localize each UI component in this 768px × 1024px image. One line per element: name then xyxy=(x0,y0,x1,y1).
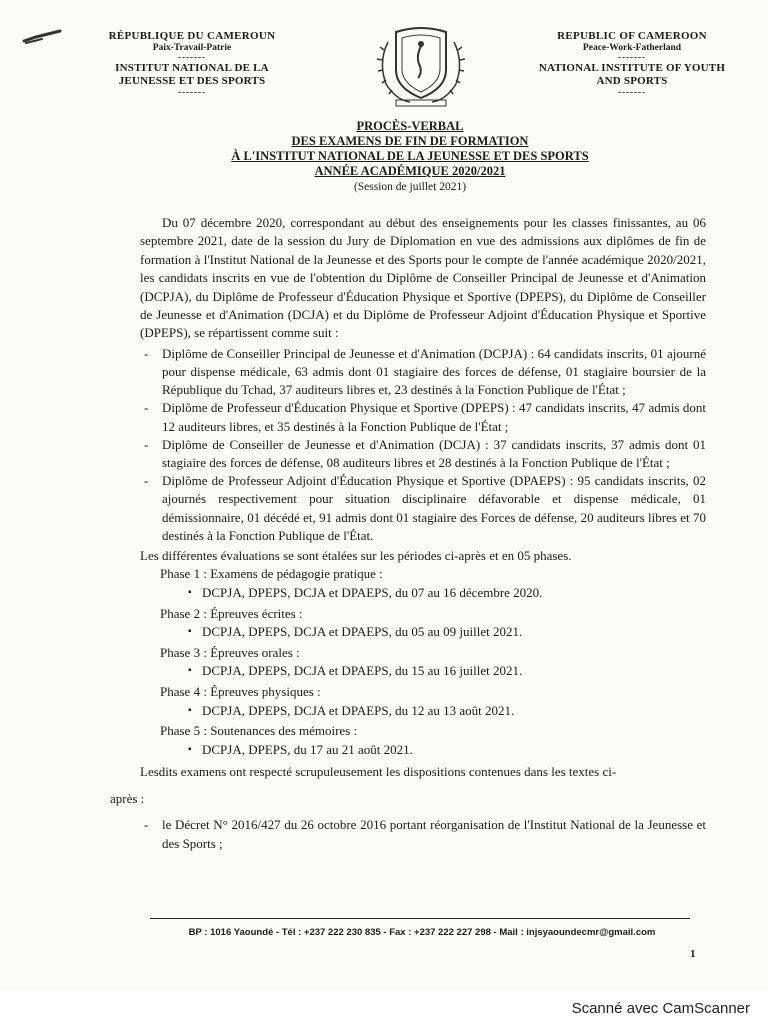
diploma-list xyxy=(140,345,706,545)
institute-crest-logo xyxy=(366,22,476,108)
phase-4-detail: ▪ DCPJA, DPEPS, DCJA et DPAEPS, du 12 au 13 août 2021. xyxy=(188,702,706,721)
title-line-4: ANNÉE ACADÉMIQUE 2020/2021 xyxy=(314,164,506,178)
lesdits-paragraph: Lesdits examens ont respecté scrupuleusement les dispositions contenues dans les textes ci- xyxy=(140,764,617,780)
diploma-item-dcpja: - Diplôme de Conseiller Principal de Jeunesse et d'Animation (DCPJA) : 64 candidats inscrits, 01 ajourné pour dispense médicale, 63 admis dont 01 stagiaire des forces de défense, 01 stagiaire boursier de la République du Tchad, 37 auditeurs libres et, 23 destinés à la Fonction Publique de l'État ; xyxy=(140,345,706,400)
header-right-english xyxy=(527,30,737,97)
motto-fr: Paix-Travail-Patrie xyxy=(152,43,232,53)
country-name-en: REPUBLIC OF CAMEROON xyxy=(557,30,707,42)
country-name-fr: RÉPUBLIQUE DU CAMEROUN xyxy=(108,30,276,42)
diploma-item-dpaeps: - Diplôme de Professeur Adjoint d'Éducation Physique et Sportive (DPAEPS) : 95 candidats inscrits, 02 ajournés respectivement pour situation disciplinaire défavorable et dispense médicale, 01 démissionnaire, 01 décédé et, 91 admis dont 01 stagiaire des Forces de défense, 20 auditeurs libres et 70 destinés à la Fonction Publique de l'État. xyxy=(140,472,706,545)
phase-5-label: Phase 5 : Soutenances des mémoires : xyxy=(160,723,358,739)
phase-3-label: Phase 3 : Épreuves orales : xyxy=(160,644,300,660)
separator: ------- xyxy=(618,87,646,97)
apres-label: après : xyxy=(110,790,145,806)
page-number: 1 xyxy=(690,948,696,960)
separator: ------- xyxy=(618,52,646,62)
diploma-item-dpeps: - Diplôme de Professeur d'Éducation Physique et Sportive (DPEPS) : 47 candidats inscrits, 47 admis dont 12 auditeurs libres, et 35 destinés à la Fonction Publique de l'État ; xyxy=(140,399,706,435)
title-line-2: DES EXAMENS DE FIN DE FORMATION xyxy=(291,134,529,148)
phase-5-detail: ▪ DCPJA, DPEPS, du 17 au 21 août 2021. xyxy=(188,741,706,760)
phase-1-detail: ▪ DCPJA, DPEPS, DCJA et DPAEPS, du 07 au 16 décembre 2020. xyxy=(188,584,706,603)
header-left-french xyxy=(92,30,292,97)
title-line-1: PROCÈS-VERBAL xyxy=(356,119,464,133)
institution-fr-line1: INSTITUT NATIONAL DE LA xyxy=(115,62,269,74)
separator: ------- xyxy=(178,52,206,62)
camscanner-watermark: Scanné avec CamScanner xyxy=(571,1000,750,1017)
motto-en: Peace-Work-Fatherland xyxy=(582,43,682,53)
pen-stroke-mark xyxy=(22,28,62,44)
evaluations-intro: Les différentes évaluations se sont étalées sur les périodes ci-après et en 05 phases. xyxy=(140,548,572,564)
phase-1-label: Phase 1 : Examens de pédagogie pratique : xyxy=(160,566,383,582)
footer-contact: BP : 1016 Yaoundé - Tél : +237 222 230 835 - Fax : +237 222 227 298 - Mail : injsyaoundecmr@gmail.com xyxy=(188,927,656,938)
decret-reference: - le Décret N° 2016/427 du 26 octobre 2016 portant réorganisation de l'Institut National de la Jeunesse et des Sports ; xyxy=(140,816,706,853)
institution-fr-line2: JEUNESSE ET DES SPORTS xyxy=(118,75,266,87)
institution-en-line1: NATIONAL INSTITUTE OF YOUTH xyxy=(538,62,726,74)
phase-4-label: Phase 4 : Épreuves physiques : xyxy=(160,684,321,700)
footer-divider xyxy=(150,918,690,919)
intro-paragraph: Du 07 décembre 2020, correspondant au début des enseignements pour les classes finissantes, au 06 septembre 2021, date de la session du Jury de Diplomation en vue des admissions aux diplômes de fin de formation à l'Institut National de la Jeunesse et des Sports pour le compte de l'année académique 2020/2021, les candidats inscrits en vue de l'obtention du Diplôme de Conseiller Principal de Jeunesse et d'Animation (DCPJA), du Diplôme de Professeur d'Éducation Physique et Sportive (DPEPS), du Diplôme de Conseiller de Jeunesse et d'Animation (DCJA) et du Diplôme de Professeur Adjoint d'Éducation Physique et Sportive (DPEPS), se répartissent comme suit : xyxy=(140,215,706,341)
document-body xyxy=(110,214,706,853)
phase-3-detail: ▪ DCPJA, DPEPS, DCJA et DPAEPS, du 15 au 16 juillet 2021. xyxy=(188,662,706,681)
separator: ------- xyxy=(178,87,206,97)
document-title xyxy=(150,118,670,195)
session-subtitle: (Session de juillet 2021) xyxy=(353,181,467,193)
institution-en-line2: AND SPORTS xyxy=(596,75,668,87)
phase-2-detail: ▪ DCPJA, DPEPS, DCJA et DPAEPS, du 05 au 09 juillet 2021. xyxy=(188,623,706,642)
phase-2-label: Phase 2 : Épreuves écrites : xyxy=(160,605,303,621)
diploma-item-dcja: - Diplôme de Conseiller de Jeunesse et d'Animation (DCJA) : 37 candidats inscrits, 37 admis dont 01 stagiaire des forces de défense, 08 auditeurs libres et 28 destinés à la Fonction Publique de l'État ; xyxy=(140,436,706,472)
title-line-3: À L'INSTITUT NATIONAL DE LA JEUNESSE ET DES SPORTS xyxy=(231,149,589,163)
